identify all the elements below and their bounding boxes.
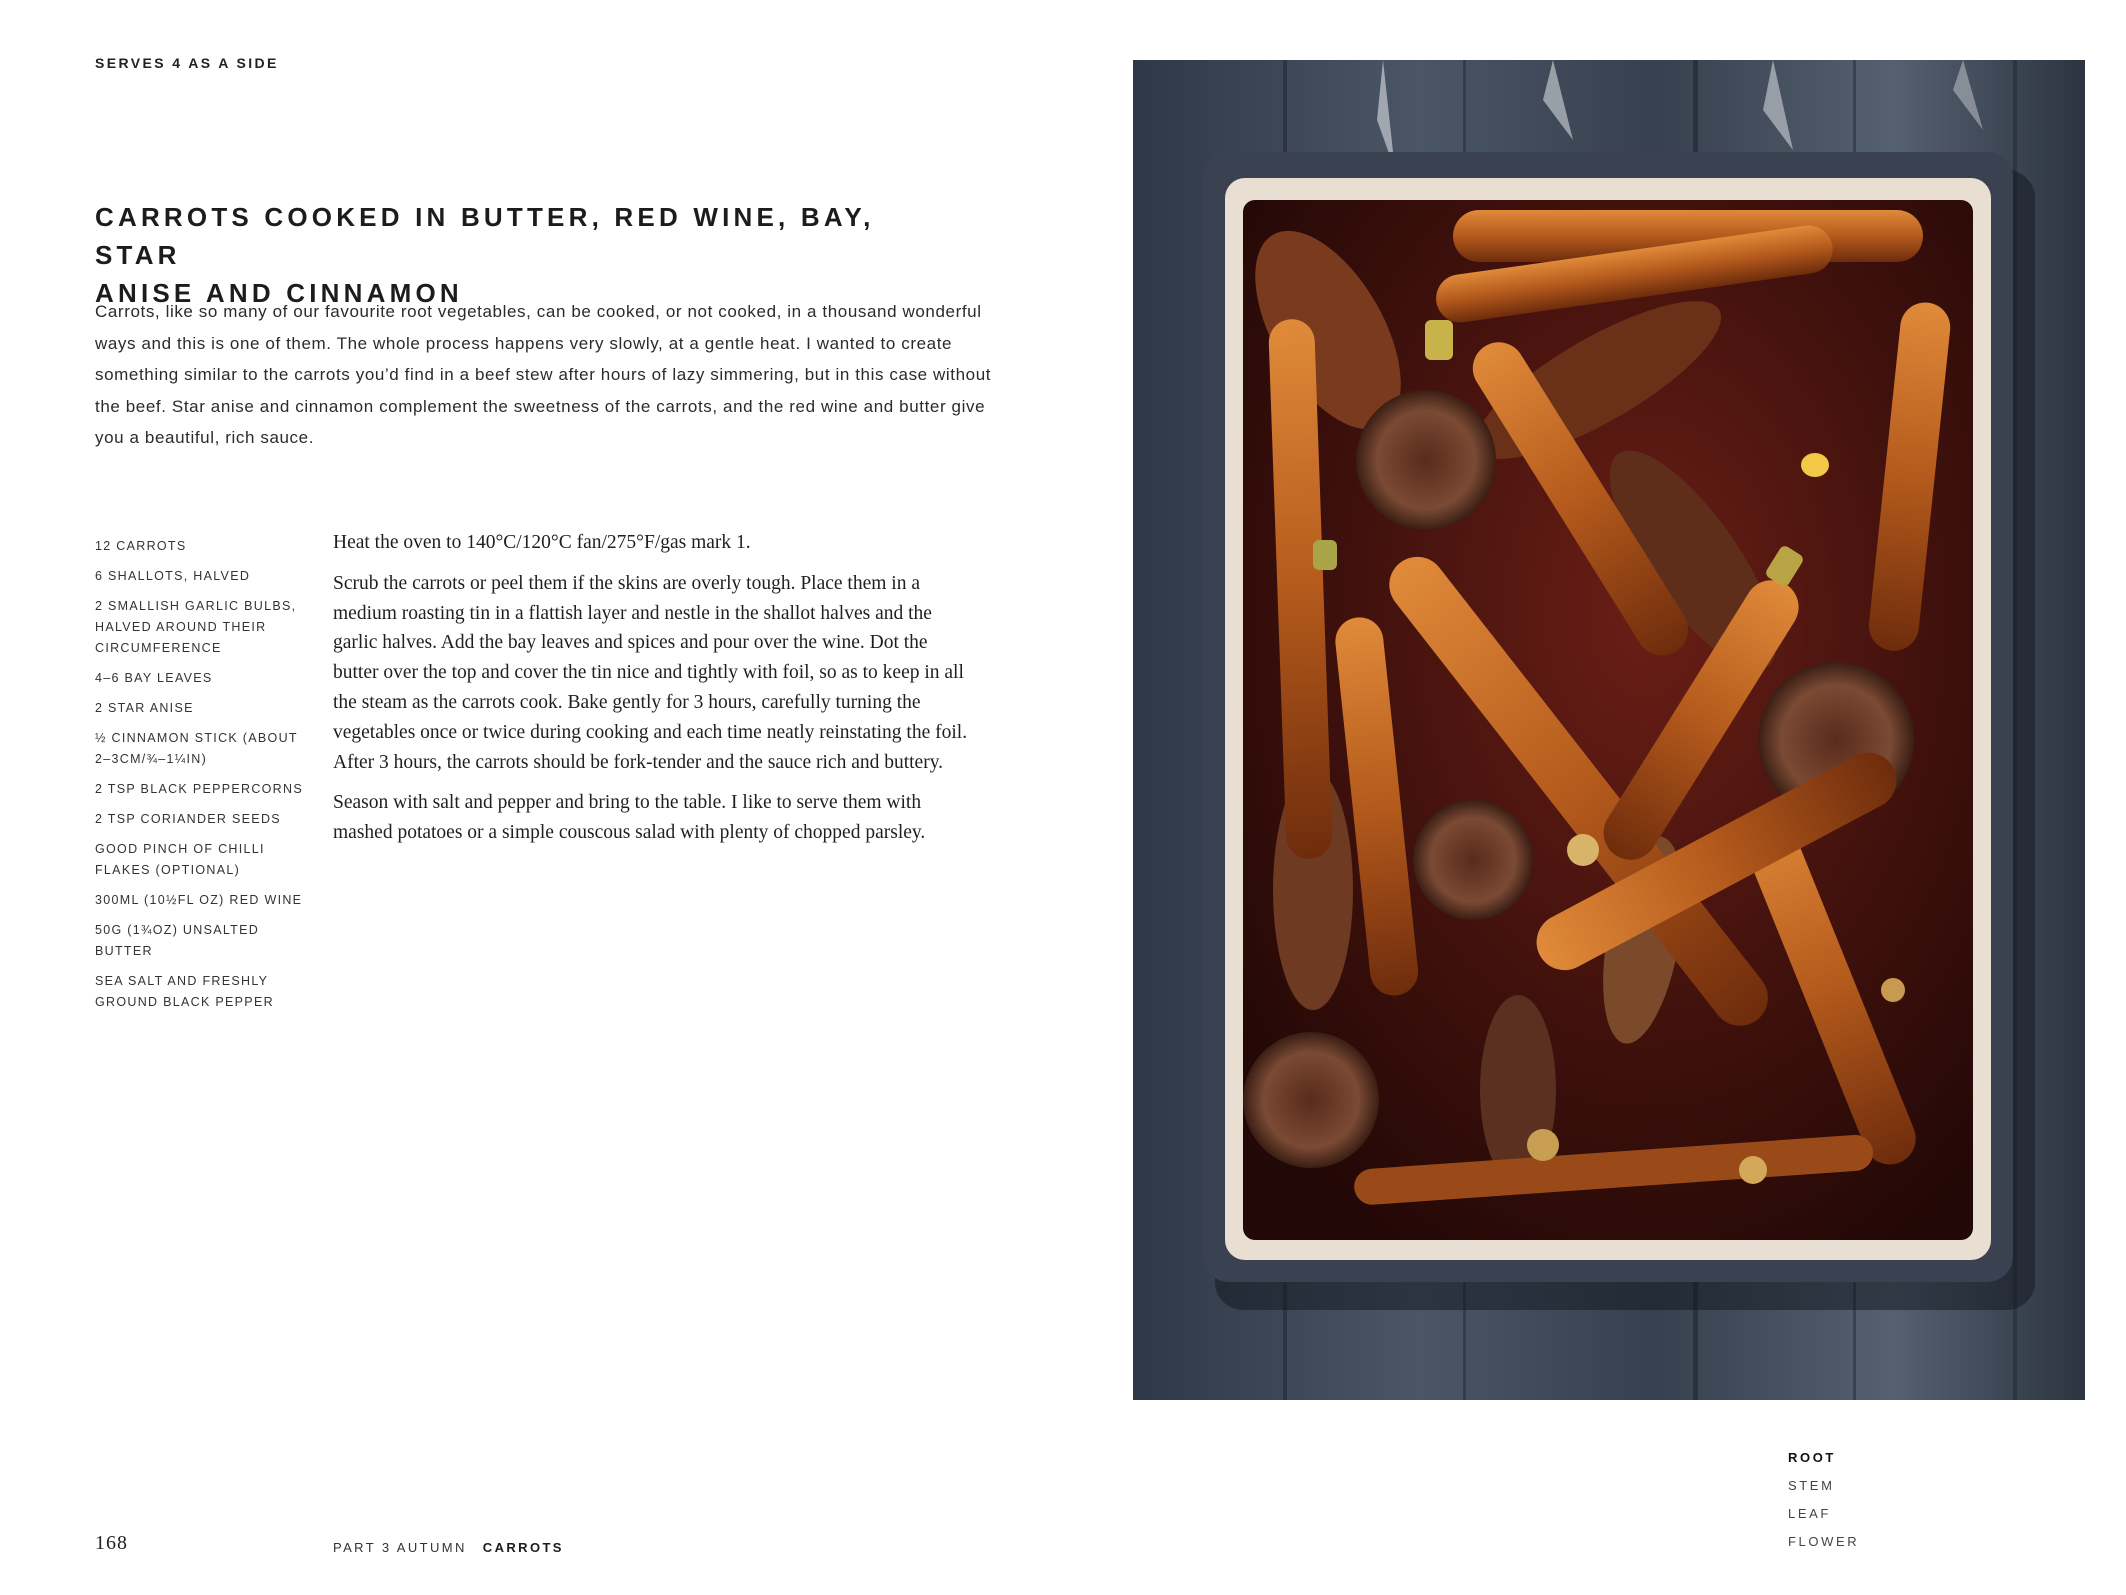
ingredient-item: 4–6 BAY LEAVES: [95, 671, 213, 685]
page-number: 168: [95, 1532, 128, 1554]
ingredient-item: 2 STAR ANISE: [95, 701, 194, 715]
ingredient-item: 12 CARROTS: [95, 539, 187, 553]
recipe-intro: Carrots, like so many of our favourite root vegetables, can be cooked, or not cooked, in a thousand wonderful ways and this is one of them. The whole process happens very slowly, at a gentle heat. I wanted to create something similar to the carrots you’d find in a beef stew after hours of lazy simmering, but in this case without the beef. Star anise and cinnamon complement the sweetness of the carrots, and the red wine and butter give you a beautiful, rich sauce.: [95, 302, 992, 447]
recipe-photo: [1133, 60, 2085, 1400]
serves-label: SERVES 4 AS A SIDE: [95, 55, 279, 71]
roasted-carrots-illustration: [1133, 60, 2085, 1400]
recipe-title-line-1: CARROTS COOKED IN BUTTER, RED WINE, BAY, STAR: [95, 202, 875, 270]
ingredient-item: 2 TSP BLACK PEPPERCORNS: [95, 782, 303, 796]
ingredient-item: ½ CINNAMON STICK (ABOUT 2–3CM/¾–1¼IN): [95, 731, 298, 766]
method-step: Scrub the carrots or peel them if the skins are overly tough. Place them in a medium roasting tin in a flattish layer and nestle in the shallot halves and the garlic halves. Add the bay leaves and spices and pour over the wine. Dot the butter over the top and cover the tin nice and tightly with foil, so as to keep in all the steam as the carrots cook. Bake gently for 3 hours, carefully turning the vegetables once or twice during cooking and each time neatly reinstating the foil. After 3 hours, the carrots should be fork-tender and the sauce rich and buttery.: [333, 572, 968, 773]
method-steps: [333, 528, 973, 859]
section-nav-stem: STEM: [1788, 1478, 1835, 1493]
ingredient-item: 2 TSP CORIANDER SEEDS: [95, 812, 281, 826]
method-step: Season with salt and pepper and bring to the table. I like to serve them with mashed potatoes or a simple couscous salad with plenty of chopped parsley.: [333, 792, 926, 844]
section-nav-root: ROOT: [1788, 1450, 1836, 1465]
ingredient-list: [95, 536, 305, 1022]
ingredient-item: 6 SHALLOTS, HALVED: [95, 569, 251, 583]
recipe-title: [95, 198, 965, 312]
ingredient-item: GOOD PINCH OF CHILLI FLAKES (OPTIONAL): [95, 842, 265, 877]
footer-chapter: CARROTS: [482, 1540, 564, 1555]
recipe-title-line-2: ANISE AND CINNAMON: [95, 278, 463, 308]
ingredient-item: SEA SALT AND FRESHLY GROUND BLACK PEPPER: [95, 974, 274, 1009]
running-footer: [333, 1540, 564, 1555]
ingredient-item: 300ML (10½FL OZ) RED WINE: [95, 893, 303, 907]
footer-part: PART 3 AUTUMN: [333, 1540, 467, 1555]
ingredient-item: 2 SMALLISH GARLIC BULBS, HALVED AROUND THEIR CIRCUMFERENCE: [95, 599, 297, 655]
section-nav-flower: FLOWER: [1788, 1534, 1860, 1549]
ingredient-item: 50G (1¾OZ) UNSALTED BUTTER: [95, 923, 260, 958]
method-step: Heat the oven to 140°C/120°C fan/275°F/gas mark 1.: [333, 532, 751, 553]
section-nav: [1788, 1450, 1859, 1562]
section-nav-leaf: LEAF: [1788, 1506, 1831, 1521]
